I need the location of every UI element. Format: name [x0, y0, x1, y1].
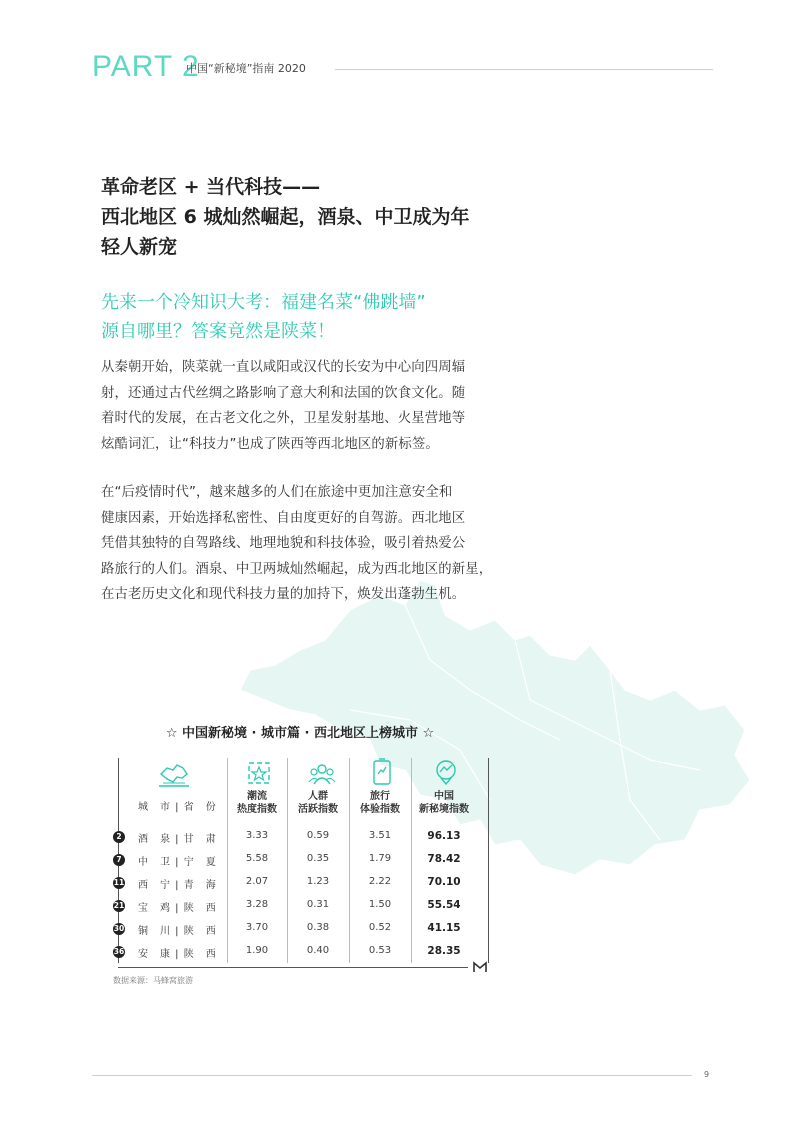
paragraph-line: 在“后疫情时代”，越来越多的人们在旅途中更加注意安全和 — [101, 485, 453, 500]
table-row: 铜 川 | 陕 西 — [138, 926, 217, 937]
paragraph-line: 射，还通过古代丝绸之路影响了意大利和法国的饮食文化。随 — [101, 385, 466, 401]
col-header-line: 新秘境指数 — [419, 804, 469, 815]
paragraph-line: 路旅行的人们。酒泉、中卫两城灿然崛起，成为西北地区的新星， — [101, 561, 493, 577]
paragraph-2 — [101, 480, 501, 608]
col-header-travel — [350, 790, 410, 816]
crowd-value: 1.23 — [306, 876, 330, 887]
paragraph-line: 在古老历史文化和现代科技力量的加持下，焕发出蓬勃生机。 — [101, 587, 466, 602]
trend-value: 3.70 — [245, 922, 269, 933]
rank-badge: 2 — [113, 831, 125, 843]
table-row: 中 卫 | 宁 夏 — [138, 857, 217, 868]
paragraph-line: 着时代的发展，在古老文化之外，卫星发射基地、火星营地等 — [101, 411, 466, 426]
star-badge-icon — [246, 760, 272, 786]
travel-value: 1.50 — [368, 899, 392, 910]
paragraph-line: 从秦朝开始，陕菜就一直以咸阳或汉代的长安为中心向四周辐 — [101, 360, 466, 375]
col-header-crowd — [288, 790, 348, 816]
trend-value: 2.07 — [245, 876, 269, 887]
header-divider — [335, 69, 713, 70]
secret-index-value: 70.10 — [427, 876, 461, 888]
city-name: 宝 鸡 — [138, 903, 171, 914]
paragraph-1 — [101, 355, 501, 457]
subtitle-line2: 源自哪里？答案竟然是陕菜！ — [101, 321, 335, 342]
table-right-border — [488, 758, 489, 963]
trend-value: 5.58 — [245, 853, 269, 864]
table-row: 安 康 | 陕 西 — [138, 949, 217, 960]
phone-pin-icon — [370, 758, 394, 786]
province-name: 陕 西 — [183, 949, 217, 960]
trend-value: 3.33 — [245, 830, 269, 841]
crowd-value: 0.38 — [306, 922, 330, 933]
col-header-line: 中国 — [434, 791, 454, 802]
col-header-line: 潮流 — [247, 791, 267, 802]
city-name: 铜 川 — [138, 926, 171, 937]
secret-index-value: 78.42 — [427, 853, 461, 865]
paragraph-line: 炫酷词汇，让“科技力”也成了陕西等西北地区的新标签。 — [101, 436, 439, 452]
rank-badge: 11 — [113, 878, 125, 887]
secret-index-value: 28.35 — [427, 945, 461, 957]
section-title-line2: 西北地区 6 城灿然崛起，酒泉、中卫成为年 — [101, 206, 470, 228]
report-title: 中国“新秘境”指南 2020 — [186, 62, 306, 75]
rank-badge: 36 — [113, 947, 125, 956]
travel-value: 2.22 — [368, 876, 392, 887]
table-bottom-rule — [118, 967, 468, 968]
subtitle-line1: 先来一个冷知识大考：福建名菜“佛跳墙” — [101, 292, 426, 313]
city-name: 中 卫 — [138, 857, 171, 868]
city-province-header: 城 市 | 省 份 — [138, 802, 217, 813]
rank-badge: 21 — [113, 901, 125, 910]
footer-divider — [92, 1075, 692, 1076]
table-row: 酒 泉 | 甘 肃 — [138, 834, 217, 845]
travel-value: 0.53 — [368, 945, 392, 956]
col-header-line: 热度指数 — [237, 804, 277, 815]
china-map-icon — [155, 760, 193, 790]
col-header-trend — [228, 790, 286, 816]
province-name: 甘 肃 — [183, 834, 217, 845]
travel-value: 0.52 — [368, 922, 392, 933]
table-title: ☆ 中国新秘境 · 城市篇 · 西北地区上榜城市 ☆ — [165, 726, 435, 741]
section-title-line1: 革命老区 + 当代科技—— — [101, 176, 321, 198]
paragraph-line: 健康因素，开始选择私密性、自由度更好的自驾游。西北地区 — [101, 510, 466, 526]
trend-value: 3.28 — [245, 899, 269, 910]
secret-index-value: 41.15 — [427, 922, 461, 934]
location-trend-icon — [432, 758, 460, 786]
city-name: 酒 泉 — [138, 834, 171, 845]
col-header-line: 人群 — [308, 791, 328, 802]
mafengwo-logo-icon — [472, 960, 488, 974]
travel-value: 1.79 — [368, 853, 392, 864]
people-icon — [308, 760, 336, 786]
rank-badge: 30 — [113, 924, 125, 933]
province-name: 陕 西 — [183, 903, 217, 914]
table-row: 宝 鸡 | 陕 西 — [138, 903, 217, 914]
province-name: 陕 西 — [183, 926, 217, 937]
table-row: 西 宁 | 青 海 — [138, 880, 217, 891]
part-label: PART 2 — [92, 50, 200, 83]
province-name: 宁 夏 — [183, 857, 217, 868]
crowd-value: 0.40 — [306, 945, 330, 956]
data-source-note: 数据来源：马蜂窝旅游 — [113, 976, 193, 985]
col-header-line: 活跃指数 — [298, 804, 338, 815]
col-header-line: 体验指数 — [360, 804, 400, 815]
page-number: 9 — [704, 1070, 710, 1079]
province-name: 青 海 — [183, 880, 217, 891]
col-header-secret-index — [412, 790, 476, 816]
paragraph-line: 凭借其独特的自驾路线、地理地貌和科技体验，吸引着热爱公 — [101, 536, 466, 551]
city-name: 安 康 — [138, 949, 171, 960]
crowd-value: 0.31 — [306, 899, 330, 910]
trend-value: 1.90 — [245, 945, 269, 956]
secret-index-value: 55.54 — [427, 899, 461, 911]
travel-value: 3.51 — [368, 830, 392, 841]
city-name: 西 宁 — [138, 880, 171, 891]
crowd-value: 0.35 — [306, 853, 330, 864]
col-header-line: 旅行 — [370, 791, 390, 802]
section-title-line3: 轻人新宠 — [101, 236, 178, 258]
secret-index-value: 96.13 — [427, 830, 461, 842]
rank-badge: 7 — [113, 854, 125, 866]
crowd-value: 0.59 — [306, 830, 330, 841]
